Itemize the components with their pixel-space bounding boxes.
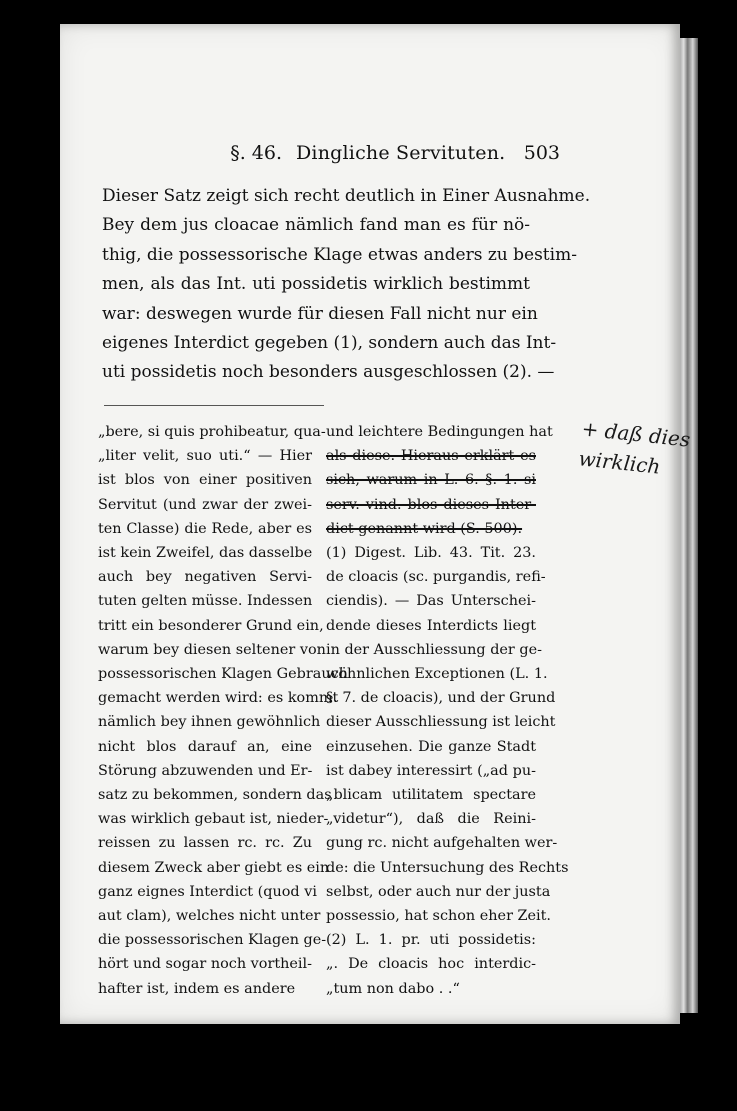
footnote-line: auch bey negativen Servi- xyxy=(98,569,312,586)
footnote-line: die possessorischen Klagen ge- xyxy=(98,932,327,949)
struck-footnote-line: serv. vind. blos dieses Inter- xyxy=(326,496,536,513)
footnote-line: „blicam utilitatem spectare xyxy=(326,787,536,804)
footnote-line: Störung abzuwenden und Er- xyxy=(98,762,313,779)
main-paragraph xyxy=(102,182,591,388)
footnote-line: ciendis). — Das Unterschei- xyxy=(326,593,536,610)
footnote-line: „tum non dabo . .“ xyxy=(326,980,460,997)
running-head xyxy=(102,142,560,164)
footnote-line: de cloacis (sc. purgandis, refi- xyxy=(326,569,546,586)
footnote-line: einzusehen. Die ganze Stadt xyxy=(326,738,536,755)
footnote-line: „bere, si quis prohibeatur, qua- xyxy=(98,424,326,440)
footnote-line: ist blos von einer positiven xyxy=(98,472,312,489)
struck-footnote-line: sich, warum in L. 6. §. 1. si xyxy=(326,472,536,489)
footnote-line: de: die Untersuchung des Rechts xyxy=(326,859,569,876)
footnote-line: in der Ausschliessung der ge- xyxy=(326,641,542,658)
footnote-line: was wirklich gebaut ist, nieder- xyxy=(98,811,329,828)
footnote-rule xyxy=(104,405,324,406)
footnote-right-column xyxy=(326,420,569,1001)
text-line: thig, die possessorische Klage etwas anders zu bestim- xyxy=(102,244,577,265)
footnote-line: (1) Digest. Lib. 43. Tit. 23. xyxy=(326,545,536,562)
text-line: Dieser Satz zeigt sich recht deutlich in Einer Ausnahme. xyxy=(102,186,591,206)
footnote-line: nämlich bey ihnen gewöhnlich xyxy=(98,714,321,731)
footnote-line: possessio, hat schon eher Zeit. xyxy=(326,908,552,925)
footnote-line: „videtur“), daß die Reini- xyxy=(326,811,536,828)
footnote-line: gemacht werden wird: es kommt xyxy=(98,690,339,707)
footnote-line: tritt ein besonderer Grund ein, xyxy=(98,617,324,634)
struck-footnote-line: dict genannt wird (S. 500). xyxy=(326,520,523,537)
footnote-line: ist kein Zweifel, das dasselbe xyxy=(98,545,313,562)
text-line: war: deswegen wurde für diesen Fall nicht nur ein xyxy=(102,303,538,324)
footnote-line: satz zu bekommen, sondern das xyxy=(98,787,332,804)
footnote-line: wöhnlichen Exceptionen (L. 1. xyxy=(326,666,548,683)
footnote-line: dende dieses Interdicts liegt xyxy=(326,617,536,634)
footnote-line: gung rc. nicht aufgehalten wer- xyxy=(326,835,558,852)
page-title: Dingliche Servituten. xyxy=(296,142,506,164)
book-page xyxy=(60,24,692,1024)
footnote-line: (2) L. 1. pr. uti possidetis: xyxy=(326,932,536,949)
text-line: men, als das Int. uti possidetis wirklich bestimmt xyxy=(102,274,530,295)
footnote-line: nicht blos darauf an, eine xyxy=(98,738,312,755)
footnote-line: §. 7. de cloacis), und der Grund xyxy=(326,690,556,707)
footnote-line: ten Classe) die Rede, aber es xyxy=(98,520,312,537)
footnote-line: diesem Zweck aber giebt es ein xyxy=(98,859,330,876)
handwritten-line: wirklich xyxy=(577,446,662,479)
text-line: uti possidetis noch besonders ausgeschlossen (2). — xyxy=(102,362,555,383)
footnote-line: dieser Ausschliessung ist leicht xyxy=(326,714,556,731)
footnote-line: ganz eignes Interdict (quod vi xyxy=(98,883,317,900)
handwritten-line: + daß dies xyxy=(580,416,692,452)
footnote-line: reissen zu lassen rc. rc. Zu xyxy=(98,835,312,852)
footnote-line: Servitut (und zwar der zwei- xyxy=(98,496,312,513)
footnote-line: „liter velit, suo uti.“ — Hier xyxy=(98,448,312,465)
footnote-line: hafter ist, indem es andere xyxy=(98,980,296,997)
footnote-line: hört und sogar noch vortheil- xyxy=(98,956,312,973)
footnote-line: ist dabey interessirt („ad pu- xyxy=(326,762,536,779)
section-number: §. 46. xyxy=(230,142,282,164)
footnote-line: tuten gelten müsse. Indessen xyxy=(98,593,313,610)
footnote-line: selbst, oder auch nur der justa xyxy=(326,883,551,900)
footnote-line: „. De cloacis hoc interdic- xyxy=(326,956,536,973)
footnote-left-column xyxy=(98,420,348,1001)
footnote-line: warum bey diesen seltener von xyxy=(98,641,326,658)
text-line: eigenes Interdict gegeben (1), sondern auch das Int- xyxy=(102,333,557,354)
page-number: 503 xyxy=(523,142,560,164)
footnote-line: possessorischen Klagen Gebrauch xyxy=(98,666,348,683)
struck-footnote-line: als diese. Hieraus erklärt es xyxy=(326,448,536,465)
handwritten-annotation xyxy=(577,413,693,484)
footnote-line: aut clam), welches nicht unter xyxy=(98,908,321,925)
text-line: Bey dem jus cloacae nämlich fand man es für nö- xyxy=(102,215,530,236)
footnote-line: und leichtere Bedingungen hat xyxy=(326,424,553,440)
